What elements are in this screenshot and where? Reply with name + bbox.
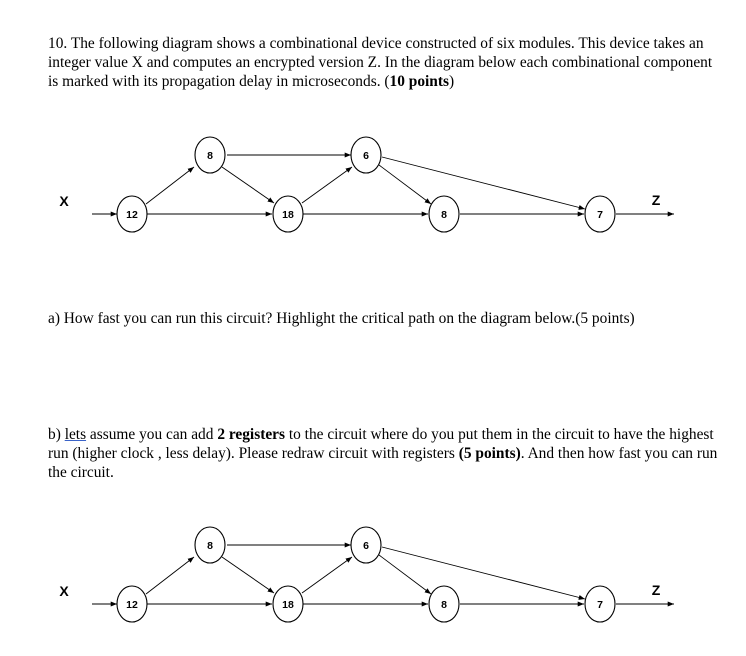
module-delay: 18 xyxy=(282,209,294,221)
module-delay: 8 xyxy=(207,150,213,162)
module-delay: 8 xyxy=(441,209,447,221)
edge-12-8 xyxy=(146,557,194,594)
module-delay: 12 xyxy=(126,599,138,611)
edge-6-8 xyxy=(379,165,431,204)
edge-18-6 xyxy=(302,167,352,203)
output-label-z: Z xyxy=(651,192,661,208)
input-label-x: X xyxy=(59,193,69,209)
module-delay: 12 xyxy=(126,209,138,221)
module-delay: 6 xyxy=(363,540,369,552)
question-part-b: b) lets assume you can add 2 registers to the circuit where do you put them in the circuit to have the highest run (higher clock , less delay). Please redraw circuit with registers (5 points). And then how fast you can run the circuit. xyxy=(48,426,718,481)
module-7 xyxy=(585,196,615,232)
module-8-top xyxy=(195,137,225,173)
module-6 xyxy=(351,137,381,173)
module-8-bottom xyxy=(429,196,459,232)
edge-12-8 xyxy=(146,167,194,204)
module-7 xyxy=(585,586,615,622)
question-intro: 10. The following diagram shows a combinational device constructed of six modules. This device takes an integer value X and computes an encrypted version Z. In the diagram below each combinational component is marked with its propagation delay in microseconds. (10 points) xyxy=(48,35,713,90)
question-number: 10. xyxy=(48,35,68,52)
module-8-top xyxy=(195,527,225,563)
module-12 xyxy=(117,586,147,622)
module-12 xyxy=(117,196,147,232)
module-delay: 6 xyxy=(363,150,369,162)
module-18 xyxy=(273,196,303,232)
module-delay: 8 xyxy=(207,540,213,552)
edge-6-8 xyxy=(379,555,431,594)
module-18 xyxy=(273,586,303,622)
module-delay: 8 xyxy=(441,599,447,611)
module-delay: 7 xyxy=(597,209,603,221)
output-label-z: Z xyxy=(651,582,661,598)
module-delay: 7 xyxy=(597,599,603,611)
points-label: 10 points xyxy=(389,73,449,90)
edge-18-6 xyxy=(302,557,352,593)
edge-8-18 xyxy=(222,167,274,203)
edge-8-18 xyxy=(222,557,274,593)
edge-6-7 xyxy=(382,547,585,599)
input-label-x: X xyxy=(59,583,69,599)
edge-6-7 xyxy=(382,157,585,209)
module-6 xyxy=(351,527,381,563)
module-delay: 18 xyxy=(282,599,294,611)
module-8-bottom xyxy=(429,586,459,622)
circuit-diagram-2 xyxy=(0,524,746,656)
question-part-a: a) How fast you can run this circuit? Highlight the critical path on the diagram below.(5 points) xyxy=(48,310,635,327)
circuit-diagram-1 xyxy=(0,134,746,266)
